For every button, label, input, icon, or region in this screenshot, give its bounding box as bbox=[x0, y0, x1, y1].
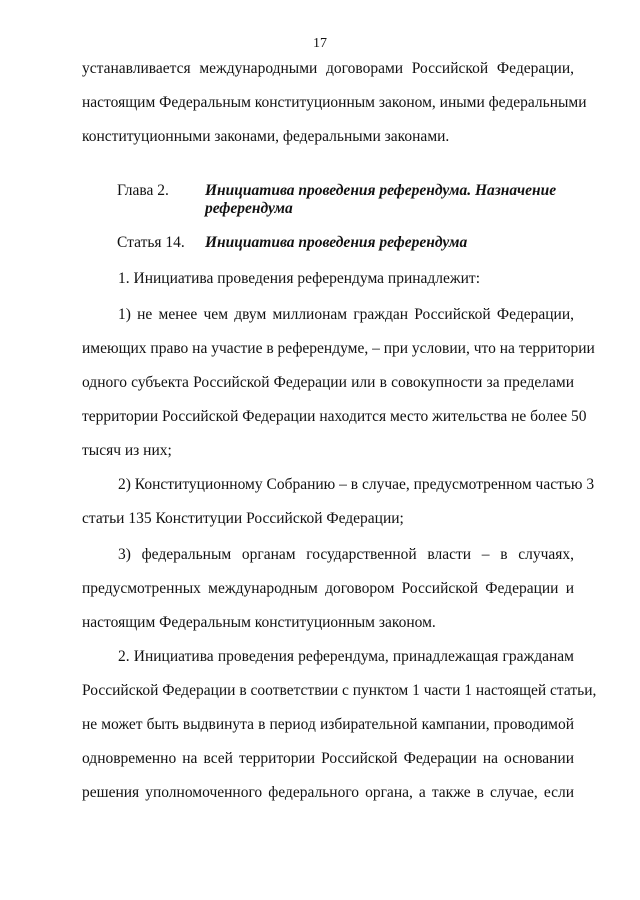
text-line: одновременно на всей территории Российской Федерации на основании bbox=[82, 750, 574, 767]
chapter-title-line: референдума bbox=[205, 200, 293, 217]
text-line: решения уполномоченного федерального органа, а также в случае, если bbox=[82, 784, 574, 801]
chapter-title-line: Инициатива проведения референдума. Назначение bbox=[205, 182, 557, 199]
text-line: тысяч из них; bbox=[82, 442, 172, 459]
text-line: территории Российской Федерации находится место жительства не более 50 bbox=[82, 408, 587, 425]
page-number: 17 bbox=[313, 36, 327, 51]
text-line: не может быть выдвинута в период избирательной кампании, проводимой bbox=[82, 716, 574, 733]
article-label: Статья 14. bbox=[117, 234, 185, 251]
chapter-title bbox=[205, 182, 575, 218]
text-line: статьи 135 Конституции Российской Федерации; bbox=[82, 510, 404, 527]
article-title: Инициатива проведения референдума bbox=[205, 234, 468, 251]
text-line: Российской Федерации в соответствии с пунктом 1 части 1 настоящей статьи, bbox=[82, 682, 597, 699]
text-line: 2. Инициатива проведения референдума, принадлежащая гражданам bbox=[118, 648, 574, 665]
text-line: предусмотренных международным договором Российской Федерации и bbox=[82, 580, 574, 597]
text-line: настоящим Федеральным конституционным законом, иными федеральными bbox=[82, 94, 587, 111]
text-line: имеющих право на участие в референдуме, – при условии, что на территории bbox=[82, 340, 595, 357]
text-line: конституционными законами, федеральными законами. bbox=[82, 128, 450, 145]
text-line: настоящим Федеральным конституционным законом. bbox=[82, 614, 436, 631]
text-line: 1) не менее чем двум миллионам граждан Российской Федерации, bbox=[118, 306, 574, 323]
chapter-label: Глава 2. bbox=[117, 182, 169, 199]
text-line: одного субъекта Российской Федерации или в совокупности за пределами bbox=[82, 374, 574, 391]
text-line: 2) Конституционному Собранию – в случае, предусмотренном частью 3 bbox=[118, 476, 595, 493]
text-line: 3) федеральным органам государственной власти – в случаях, bbox=[118, 546, 574, 563]
text-line: 1. Инициатива проведения референдума принадлежит: bbox=[118, 270, 481, 287]
text-line: устанавливается международными договорами Российской Федерации, bbox=[82, 60, 574, 77]
